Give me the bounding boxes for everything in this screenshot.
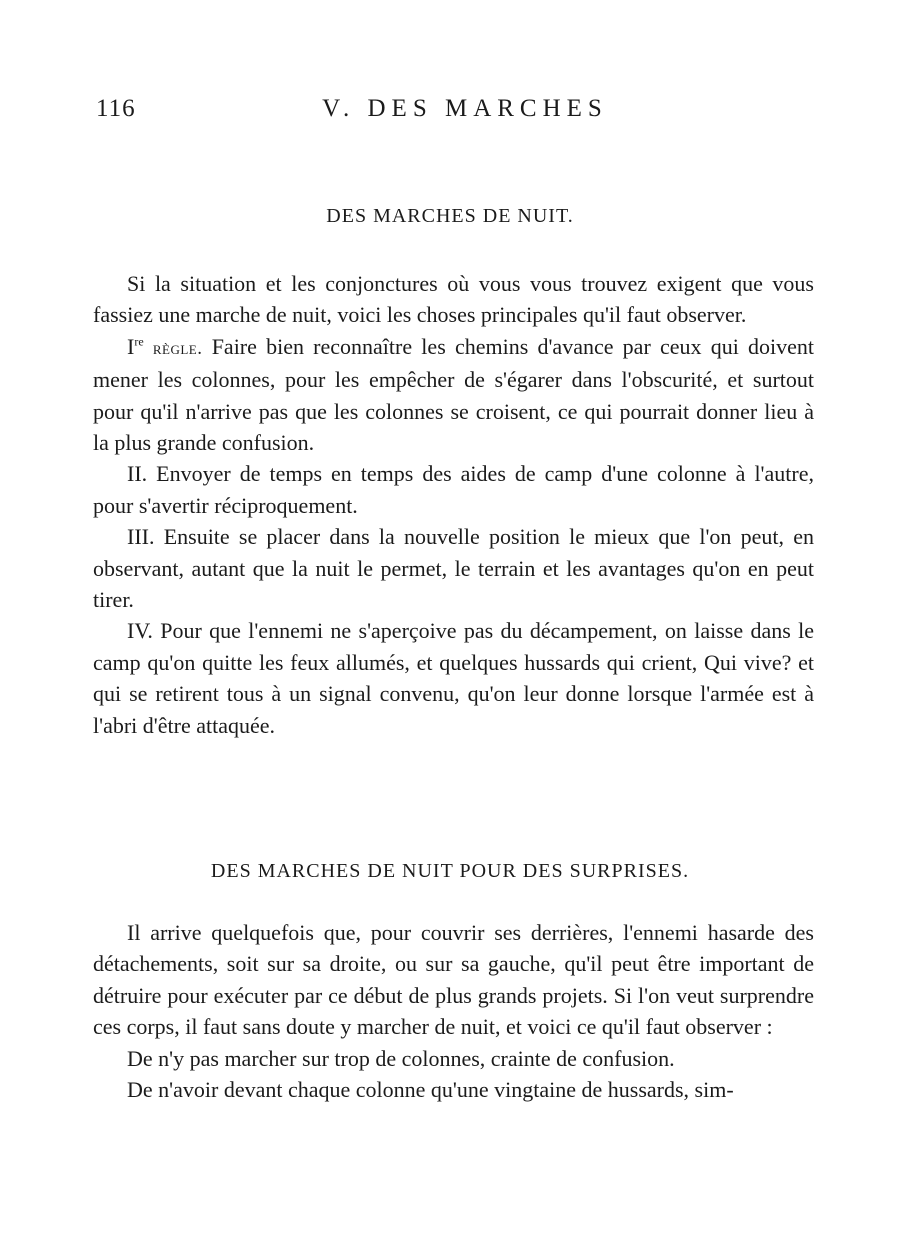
- rule-1-paragraph: [93, 331, 814, 459]
- rule-4-paragraph: IV. Pour que l'ennemi ne s'aperçoive pas du décampement, on laisse dans le camp qu'on quitte les feux allumés, et quelques hussards qui crient, Qui vive? et qui se retirent tous à un signal convenu, qu'on leur donne lorsque l'armée est à l'abri d'être attaquée.: [93, 618, 814, 738]
- section-body-night-surprises: [93, 917, 814, 1105]
- rule-1-numeral: I: [127, 333, 135, 359]
- rule-3-paragraph: III. Ensuite se placer dans la nouvelle position le mieux que l'on peut, en observant, autant que la nuit le permet, le terrain et les avantages qu'on en peut tirer.: [93, 524, 814, 613]
- chapter-title: V. DES MARCHES: [322, 95, 608, 122]
- surprises-intro-paragraph: Il arrive quelquefois que, pour couvrir ses derrières, l'ennemi hasarde des détachements, soit sur sa droite, ou sur sa gauche, qu'il peut être important de détruire pour exécuter par ce début de plus grands projets. Si l'on veut surprendre ces corps, il faut sans doute y marcher de nuit, et voici ce qu'il faut observer :: [93, 920, 814, 1040]
- rule-2-paragraph: II. Envoyer de temps en temps des aides de camp d'une colonne à l'autre, pour s'avertir réciproquement.: [93, 461, 814, 518]
- rule-1-superscript: re: [134, 334, 144, 349]
- section-heading-night-marches: DES MARCHES DE NUIT.: [326, 205, 574, 227]
- intro-paragraph: Si la situation et les conjonctures où vous vous trouvez exigent que vous fassiez une marche de nuit, voici les choses principales qu'il faut observer.: [93, 271, 814, 328]
- surprises-paragraph-2: De n'y pas marcher sur trop de colonnes, crainte de confusion.: [127, 1045, 675, 1071]
- rule-1-word: règle.: [152, 337, 203, 359]
- rule-1-text: Faire bien reconnaître les chemins d'avance par ceux qui doivent mener les colonnes, pour les empêcher de s'égarer dans l'obscurité, et surtout pour qu'il n'arrive pas que les colonnes se croisent, ce qui pourrait donner lieu à la plus grande confusion.: [93, 333, 815, 456]
- page-number: 116: [96, 95, 136, 122]
- running-head: [96, 93, 804, 125]
- surprises-paragraph-3: De n'avoir devant chaque colonne qu'une vingtaine de hussards, sim-: [127, 1077, 734, 1103]
- section-heading-night-surprises: DES MARCHES DE NUIT POUR DES SURPRISES.: [210, 860, 690, 882]
- section-body-night-marches: [93, 268, 814, 741]
